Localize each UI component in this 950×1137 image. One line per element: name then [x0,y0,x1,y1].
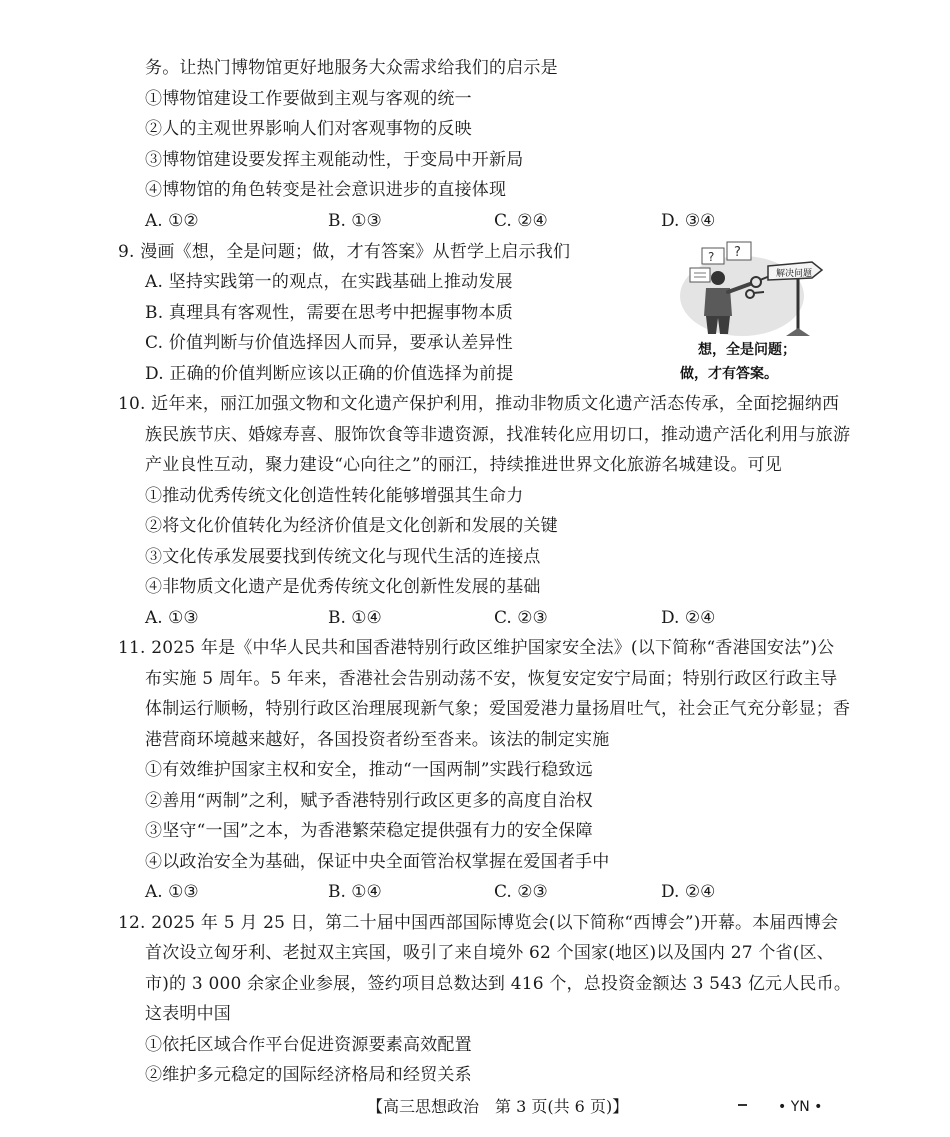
q10-stem-line-2: 族民族节庆、婚嫁寿喜、服饰饮食等非遗资源，找准转化应用切口，推动遗产活化利用与旅游 [145,425,851,445]
q9-option-a: A. 坚持实践第一的观点，在实践基础上推动发展 [145,272,513,292]
footer-dash [738,1104,747,1106]
q10-stem-line-3: 产业良性互动，聚力建设“心向往之”的丽江，持续推进世界文化旅游名城建设。可见 [145,455,782,475]
q12-stem-line-1: 12. 2025 年 5 月 25 日，第二十届中国西部国际博览会(以下简称“西博会”)开幕。本届西博会 [118,913,839,933]
q11-item-3: ③坚守“一国”之本，为香港繁荣稳定提供强有力的安全保障 [145,821,593,841]
q8-item-2: ②人的主观世界影响人们对客观事物的反映 [145,119,472,139]
q11-option-d: D. ②④ [661,882,716,902]
svg-text:?: ? [708,250,715,264]
q9-stem: 9. 漫画《想，全是问题；做，才有答案》从哲学上启示我们 [118,242,571,262]
q10-item-2: ②将文化价值转化为经济价值是文化创新和发展的关键 [145,516,558,536]
q10-item-4: ④非物质文化遗产是优秀传统文化创新性发展的基础 [145,577,541,597]
q8-item-3: ③博物馆建设要发挥主观能动性，于变局中开新局 [145,150,524,170]
q10-item-3: ③文化传承发展要找到传统文化与现代生活的连接点 [145,547,541,567]
svg-text:?: ? [734,245,741,260]
q11-option-b: B. ①④ [328,882,382,902]
q10-option-d: D. ②④ [661,608,716,628]
cartoon-illustration [672,236,832,386]
q11-item-2: ②善用“两制”之利，赋予香港特别行政区更多的高度自治权 [145,791,593,811]
q8-option-d: D. ③④ [661,211,716,231]
q8-option-c: C. ②④ [494,211,548,231]
q11-stem-line-3: 体制运行顺畅，特别行政区治理展现新气象；爱国爱港力量扬眉吐气，社会正气充分彰显；香 [145,699,851,719]
q11-option-c: C. ②③ [494,882,548,902]
q12-stem-line-4: 这表明中国 [145,1004,231,1024]
q9-option-c: C. 价值判断与价值选择因人而异，要承认差异性 [145,333,513,353]
q12-stem-line-3: 市)的 3 000 余家企业参展，签约项目总数达到 416 个，总投资金额达 3 543 亿元人民币。 [145,974,852,994]
q8-item-1: ①博物馆建设工作要做到主观与客观的统一 [145,89,472,109]
q8-item-4: ④博物馆的角色转变是社会意识进步的直接体现 [145,180,507,200]
q10-option-a: A. ①③ [145,608,199,628]
q9-option-d: D. 正确的价值判断应该以正确的价值选择为前提 [145,364,514,384]
q12-item-1: ①依托区域合作平台促进资源要素高效配置 [145,1035,472,1055]
cartoon-caption-line2: 做，才有答案。 [680,366,778,382]
q11-stem-line-1: 11. 2025 年是《中华人民共和国香港特别行政区维护国家安全法》(以下简称“香港国安法”)公 [118,638,835,658]
q8-option-b: B. ①③ [328,211,382,231]
q9-cartoon [672,236,832,386]
q11-option-a: A. ①③ [145,882,199,902]
q8-option-a: A. ①② [145,211,199,231]
q10-option-b: B. ①④ [328,608,382,628]
footer-region-code: • YN • [778,1099,823,1115]
q10-option-c: C. ②③ [494,608,548,628]
footer-page-info: 【高三思想政治 第 3 页(共 6 页)】 [367,1097,629,1116]
q12-item-2: ②维护多元稳定的国际经济格局和经贸关系 [145,1065,472,1085]
q11-stem-line-2: 布实施 5 周年。5 年来，香港社会告别动荡不安，恢复安定安宁局面；特别行政区行政主导 [145,669,838,689]
q10-item-1: ①推动优秀传统文化创造性转化能够增强其生命力 [145,486,524,506]
cartoon-caption-line1: 想，全是问题； [698,342,796,358]
q11-item-4: ④以政治安全为基础，保证中央全面管治权掌握在爱国者手中 [145,852,610,872]
q11-item-1: ①有效维护国家主权和安全，推动“一国两制”实践行稳致远 [145,760,593,780]
signpost-text: 解决问题 [776,269,813,279]
q11-stem-line-4: 港营商环境越来越好，各国投资者纷至沓来。该法的制定实施 [145,730,610,750]
q10-stem-line-1: 10. 近年来，丽江加强文物和文化遗产保护利用，推动非物质文化遗产活态传承，全面挖掘纳西 [118,394,840,414]
q12-stem-line-2: 首次设立匈牙利、老挝双主宾国，吸引了来自境外 62 个国家(地区)以及国内 27 个省(区、 [145,943,834,963]
q8-stem-end: 务。让热门博物馆更好地服务大众需求给我们的启示是 [145,58,558,78]
q9-option-b: B. 真理具有客观性，需要在思考中把握事物本质 [145,303,513,323]
